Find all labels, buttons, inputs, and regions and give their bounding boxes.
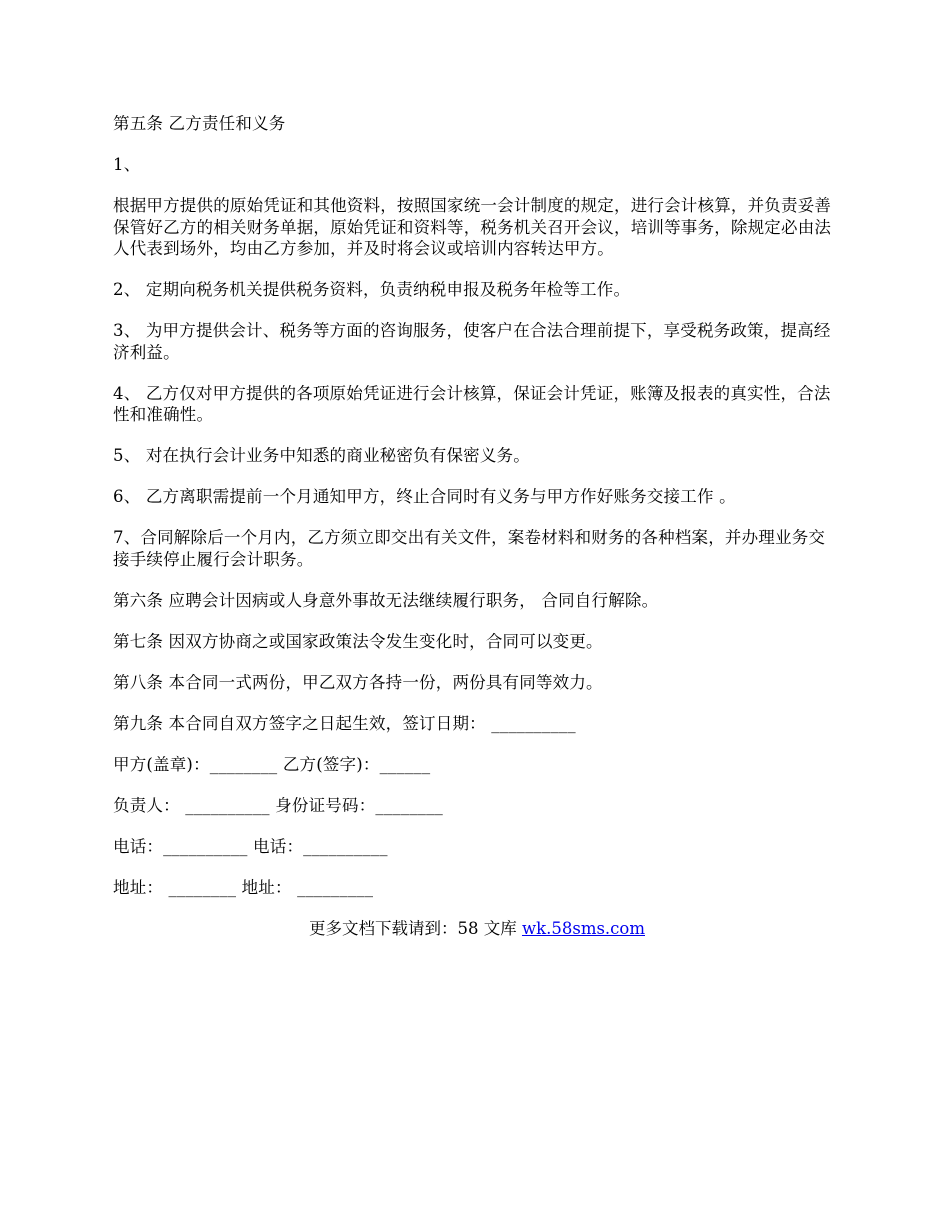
article7: 第七条 因双方协商之或国家政策法令发生变化时，合同可以变更。: [113, 631, 603, 651]
article5-item-4: 4、 乙方仅对甲方提供的各项原始凭证进行会计核算，保证会计凭证，账簿及报表的真实性，合法性和准确性。: [113, 383, 831, 424]
signature-person-line: 负责人： __________ 身份证号码：________: [113, 795, 443, 815]
article5-item-7: 7、合同解除后一个月内，乙方须立即交出有关文件，案卷材料和财务的各种档案，并办理业务交接手续停止履行会计职务。: [113, 528, 826, 569]
article6: 第六条 应聘会计因病或人身意外事故无法继续履行职务， 合同自行解除。: [113, 590, 659, 610]
article5-item-1-text: 根据甲方提供的原始凭证和其他资料，按照国家统一会计制度的规定，进行会计核算，并负责妥善保管好乙方的相关财务单据，原始凭证和资料等，税务机关召开会议，培训等事务，除规定必由法人代表到场外，均由乙方参加，并及时将会议或培训内容转达甲方。: [113, 196, 832, 258]
footer-text: 更多文档下载请到：58 文库: [308, 918, 522, 938]
document-page: [113, 113, 841, 939]
article5-heading: 第五条 乙方责任和义务: [113, 114, 286, 133]
signature-phone-line: 电话：__________ 电话：__________: [113, 836, 388, 856]
footer-link[interactable]: wk.58sms.com: [521, 918, 645, 938]
article5-item-1-number: 1、: [113, 155, 141, 174]
article9-signing-date: 第九条 本合同自双方签字之日起生效，签订日期： __________: [113, 713, 576, 733]
article5-item-6: 6、 乙方离职需提前一个月通知甲方，终止合同时有义务与甲方作好账务交接工作 。: [113, 487, 736, 506]
footer-download-note: [113, 918, 841, 940]
signature-address-line: 地址： ________ 地址： _________: [113, 877, 374, 897]
article5-item-2: 2、 定期向税务机关提供税务资料，负责纳税申报及税务年检等工作。: [113, 280, 631, 299]
article5-item-3: 3、 为甲方提供会计、税务等方面的咨询服务，使客户在合法合理前提下，享受税务政策，提高经济利益。: [113, 321, 831, 362]
article8: 第八条 本合同一式两份，甲乙双方各持一份，两份具有同等效力。: [113, 672, 603, 692]
signature-party-line: 甲方(盖章)：________ 乙方(签字)：______: [113, 754, 431, 774]
article5-item-5: 5、 对在执行会计业务中知悉的商业秘密负有保密义务。: [113, 446, 530, 465]
